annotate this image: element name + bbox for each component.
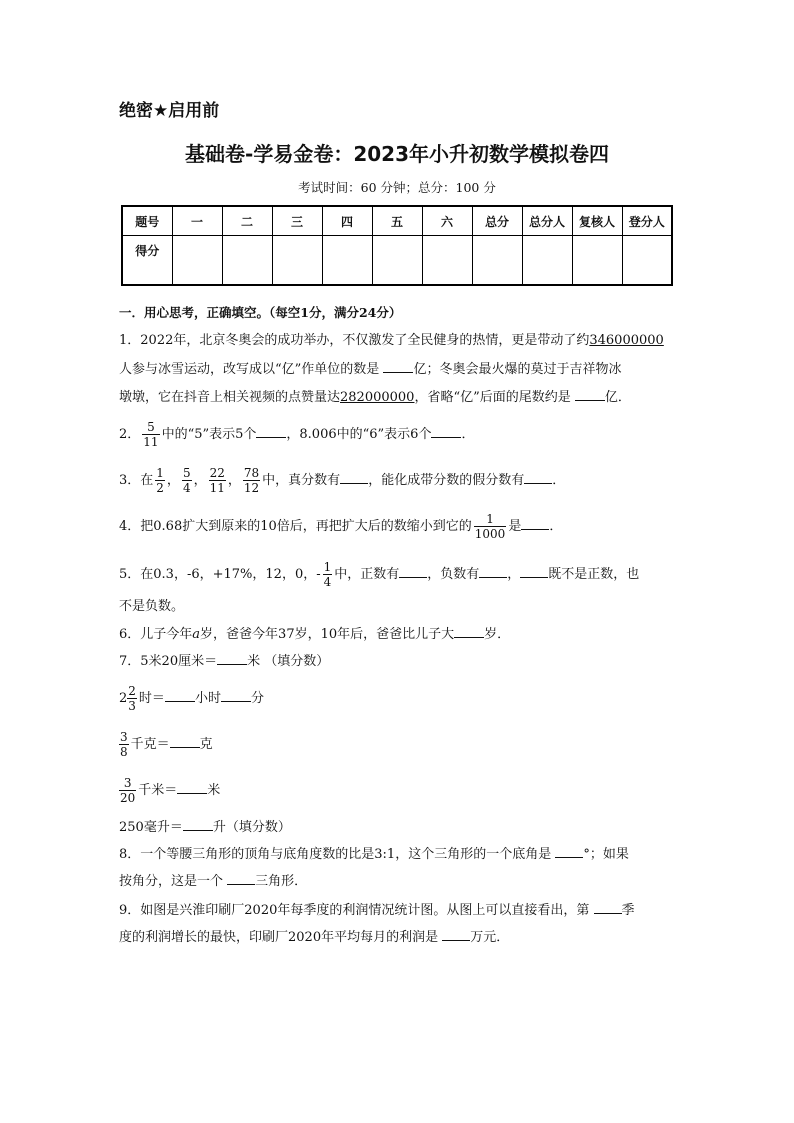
q4-text: 是 — [508, 519, 522, 534]
q7-text: 小时 — [194, 691, 221, 706]
question-1-line-3 — [119, 386, 631, 408]
q7-text: 时＝ — [138, 691, 165, 706]
answer-blank[interactable] — [227, 870, 255, 885]
q2-text: 中的“5”表示5个 — [161, 427, 257, 442]
question-1-line-2 — [119, 358, 621, 380]
score-header-cell: 题号 — [122, 206, 172, 236]
score-table-score-row — [122, 236, 672, 286]
q7-text: 千米＝ — [138, 783, 178, 798]
fraction: $\frac{78}{12}$ — [243, 466, 260, 495]
fraction: $\frac{22}{11}$ — [209, 466, 225, 495]
score-table — [121, 205, 673, 286]
q1-text: 1．2022年，北京冬奥会的成功举办，不仅激发了全民健身的热情，更是带动了约 — [119, 333, 590, 348]
q4-text: ． — [549, 519, 563, 534]
answer-blank[interactable] — [524, 469, 552, 484]
q7-text: 250毫升＝ — [119, 820, 183, 835]
q6-text: 6．儿子今年 — [119, 627, 193, 642]
q8-text: 三角形． — [255, 874, 308, 889]
fraction: $\frac{3}{8}$ — [120, 730, 128, 759]
score-cell[interactable] — [572, 236, 622, 286]
score-header-cell: 一 — [172, 206, 222, 236]
question-7-line-2 — [119, 684, 264, 713]
score-header-cell: 复核人 — [572, 206, 622, 236]
score-header-cell: 六 — [422, 206, 472, 236]
score-cell[interactable] — [472, 236, 522, 286]
answer-blank[interactable] — [165, 687, 195, 702]
score-header-cell: 总分人 — [522, 206, 572, 236]
score-cell[interactable] — [422, 236, 472, 286]
fraction: $\frac{1}{4}$ — [323, 560, 332, 589]
fraction: $\frac{2}{3}$ — [128, 684, 136, 713]
question-9-line-1 — [119, 899, 635, 921]
fraction: $\frac{1}{2}$ — [156, 466, 164, 495]
q6-variable: a — [192, 627, 201, 642]
question-7-line-1 — [119, 650, 329, 672]
q3-text: 3．在 — [119, 473, 154, 488]
fraction: $\frac{5}{11}$ — [143, 420, 159, 449]
q3-text: ． — [552, 473, 566, 488]
fraction: $\frac{1}{1000}$ — [474, 512, 506, 541]
q1-text: 亿． — [604, 390, 631, 405]
q3-text: 中，真分数有 — [262, 473, 341, 488]
answer-blank[interactable] — [383, 358, 413, 373]
q7-text: 千克＝ — [130, 737, 170, 752]
fraction: $\frac{5}{4}$ — [182, 466, 191, 495]
answer-blank[interactable] — [399, 563, 427, 578]
score-cell[interactable] — [522, 236, 572, 286]
q6-text: 岁，爸爸今年37岁，10年后，爸爸比儿子大 — [200, 627, 455, 642]
q7-text: 升（填分数） — [212, 820, 291, 835]
score-header-cell: 五 — [372, 206, 422, 236]
answer-blank[interactable] — [340, 469, 368, 484]
q6-text: 岁． — [484, 627, 511, 642]
answer-blank[interactable] — [256, 423, 286, 438]
score-table-header-row — [122, 206, 672, 236]
q1-text: 墩墩，它在抖音上相关视频的点赞量达 — [119, 390, 341, 405]
confidential-label: 绝密★启用前 — [119, 101, 220, 121]
answer-blank[interactable] — [431, 423, 461, 438]
q9-text: 万元． — [470, 930, 510, 945]
answer-blank[interactable] — [221, 687, 251, 702]
q5-text: 5．在0.3，-6，+17%，12，0，- — [119, 567, 321, 582]
page-title: 基础卷-学易金卷：2023年小升初数学模拟卷四 — [185, 142, 609, 166]
q1-number: 282000000 — [340, 390, 415, 405]
section-heading: 一．用心思考，正确填空。（每空1分，满分24分） — [119, 305, 402, 320]
q7-text: 克 — [199, 737, 213, 752]
q7-text: 米 （填分数） — [247, 654, 330, 669]
q7-text: 7．5米20厘米＝ — [119, 654, 218, 669]
question-7-line-5 — [119, 816, 291, 838]
score-cell[interactable] — [172, 236, 222, 286]
q8-text: 按角分，这是一个 — [119, 874, 224, 889]
q5-text: 中，正数有 — [334, 567, 400, 582]
score-row-label: 得分 — [122, 236, 172, 286]
question-3: 3．在 $\frac{1}{2}$ ， $\frac{5}{4}$ ， $\frac{22}{11}$ ， $\frac{78}{12}$ 中，真分数有 ，能化成带分数的假分数有 ． — [119, 466, 566, 495]
answer-blank[interactable] — [170, 733, 200, 748]
q2-text: 2． — [119, 427, 141, 442]
mixed-number-whole: 2 — [119, 691, 128, 706]
question-7-line-3 — [119, 730, 213, 759]
q2-text: ． — [461, 427, 475, 442]
q4-text: 4．把0.68扩大到原来的10倍后，再把扩大后的数缩小到它的 — [119, 519, 472, 534]
score-header-cell: 二 — [222, 206, 272, 236]
question-6 — [119, 623, 510, 645]
answer-blank[interactable] — [442, 926, 470, 941]
answer-blank[interactable] — [177, 779, 207, 794]
question-4 — [119, 512, 562, 541]
q3-text: ，能化成带分数的假分数有 — [368, 473, 525, 488]
q1-text: 亿；冬奥会最火爆的莫过于吉祥物冰 — [413, 362, 622, 377]
fraction: $\frac{3}{20}$ — [120, 776, 136, 805]
q7-text: 米 — [207, 783, 221, 798]
answer-blank[interactable] — [555, 843, 583, 858]
score-cell[interactable] — [372, 236, 422, 286]
q5-text: 不是负数。 — [119, 599, 185, 614]
score-cell[interactable] — [272, 236, 322, 286]
answer-blank[interactable] — [454, 623, 484, 638]
score-header-cell: 登分人 — [622, 206, 672, 236]
score-header-cell: 总分 — [472, 206, 522, 236]
score-cell[interactable] — [622, 236, 672, 286]
q1-text: 人参与冰雪运动，改写成以“亿”作单位的数是 — [119, 362, 380, 377]
answer-blank[interactable] — [575, 386, 605, 401]
question-2 — [119, 420, 474, 449]
answer-blank[interactable] — [594, 899, 622, 914]
answer-blank[interactable] — [183, 816, 213, 831]
q7-text: 分 — [250, 691, 264, 706]
question-8-line-1 — [119, 843, 629, 865]
answer-blank[interactable] — [521, 515, 549, 530]
score-header-cell: 三 — [272, 206, 322, 236]
q1-text: ，省略“亿”后面的尾数约是 — [414, 390, 571, 405]
question-8-line-2 — [119, 870, 307, 892]
q5-text: 既不是正数，也 — [548, 567, 640, 582]
score-cell[interactable] — [222, 236, 272, 286]
answer-blank[interactable] — [479, 563, 507, 578]
question-1-line-1 — [119, 331, 664, 351]
answer-blank[interactable] — [217, 650, 247, 665]
q5-text: ， — [507, 567, 521, 582]
exam-info: 考试时间：60 分钟；总分：100 分 — [298, 180, 496, 195]
answer-blank[interactable] — [520, 563, 548, 578]
question-9-line-2 — [119, 926, 509, 948]
question-5-line-2 — [119, 597, 184, 617]
score-cell[interactable] — [322, 236, 372, 286]
question-5-line-1 — [119, 560, 639, 589]
question-7-line-4 — [119, 776, 220, 805]
q5-text: ，负数有 — [427, 567, 480, 582]
q9-text: 季 — [621, 903, 635, 918]
q8-text: 8．一个等腰三角形的顶角与底角度数的比是3:1，这个三角形的一个底角是 — [119, 847, 552, 862]
q8-text: °；如果 — [583, 847, 629, 862]
q2-text: ，8.006中的“6”表示6个 — [286, 427, 432, 442]
score-header-cell: 四 — [322, 206, 372, 236]
q1-number: 346000000 — [589, 333, 664, 348]
q9-text: 度的利润增长的最快，印刷厂2020年平均每月的利润是 — [119, 930, 439, 945]
q9-text: 9．如图是兴淮印刷厂2020年每季度的利润情况统计图。从图上可以直接看出，第 — [119, 903, 590, 918]
